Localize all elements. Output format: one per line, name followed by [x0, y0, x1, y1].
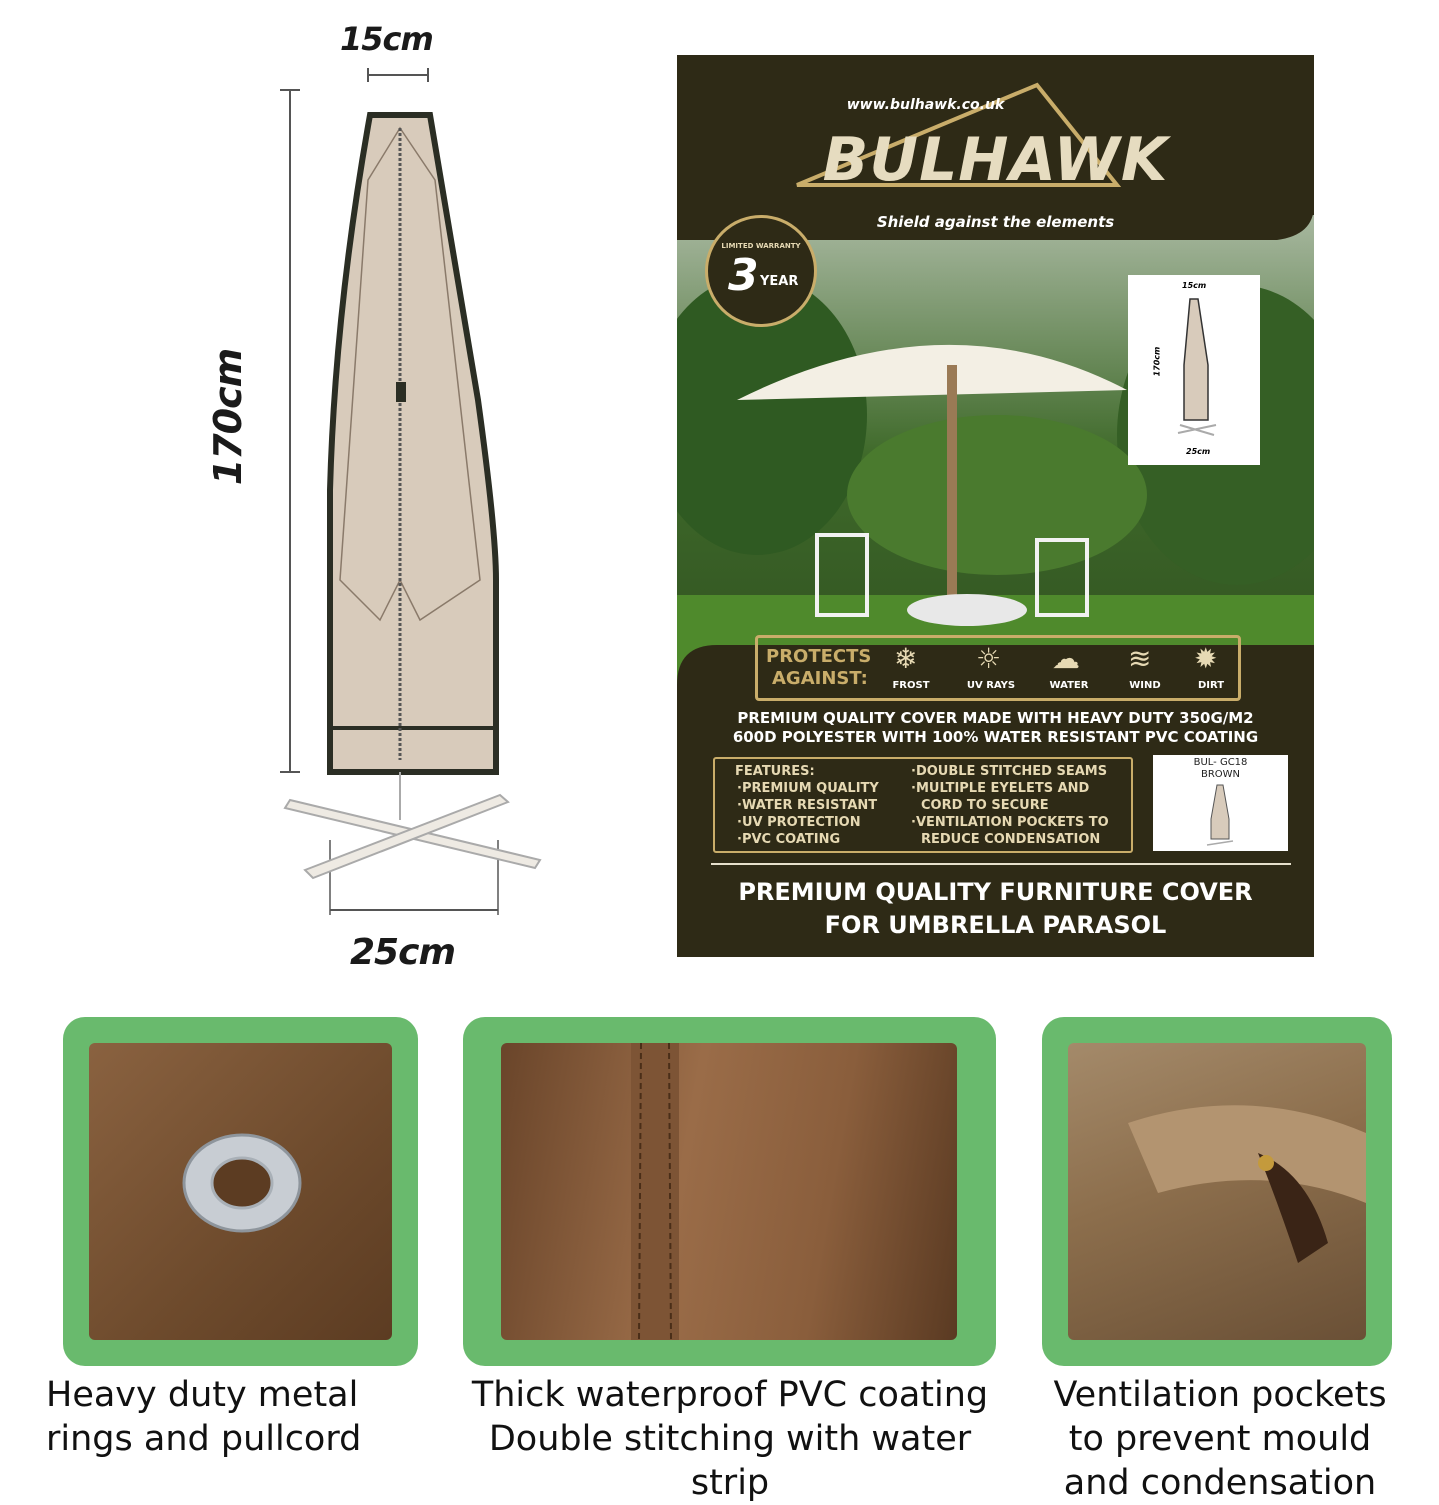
- warranty-number: 3: [728, 250, 759, 301]
- stitched-strip: [621, 1043, 691, 1340]
- water-icon: ☁: [1052, 642, 1080, 675]
- dirt-icon: ✹: [1194, 642, 1218, 675]
- product-package: [677, 55, 1314, 957]
- wind-label: WIND: [1129, 680, 1161, 691]
- warranty-label: LIMITED WARRANTY: [721, 242, 801, 250]
- inset-bottom-width: 25cm: [1186, 447, 1211, 456]
- features-heading: FEATURES:: [735, 764, 815, 779]
- warranty-unit: YEAR: [760, 274, 799, 289]
- protects-box: [755, 635, 1241, 701]
- spec-line-1: PREMIUM QUALITY COVER MADE WITH HEAVY DUTY 350G/M2: [737, 709, 1254, 727]
- product-color: BROWN: [1200, 769, 1241, 780]
- frost-icon: ❄: [894, 642, 918, 675]
- inset-height: 170cm: [1152, 346, 1162, 377]
- feature-right-2: ·MULTIPLE EYELETS AND: [911, 781, 1090, 796]
- height-label: 170cm: [206, 348, 251, 486]
- caption-pvc-line-3: strip: [690, 1463, 770, 1503]
- inset-diagram-card: [1128, 275, 1260, 465]
- uv-rays-label: UV RAYS: [966, 680, 1016, 691]
- inset-cover-shape: [1172, 295, 1222, 445]
- spec-line-2: 600D POLYESTER WITH 100% WATER RESISTANT PVC COATING: [732, 728, 1259, 746]
- footer-line-2: FOR UMBRELLA PARASOL: [824, 911, 1167, 939]
- caption-pvc: [450, 1373, 1010, 1505]
- wind-icon: ≋: [1128, 642, 1152, 675]
- protects-heading-1: PROTECTS: [766, 646, 872, 667]
- caption-ventilation: [1030, 1373, 1410, 1505]
- warranty-badge: [705, 215, 817, 327]
- pvc-photo: [501, 1043, 957, 1340]
- frost-label: FROST: [892, 680, 930, 691]
- uv-rays-icon: ☼: [976, 642, 1002, 675]
- feature-right-4: ·VENTILATION POCKETS TO: [911, 815, 1109, 830]
- photo-frame-ventilation: [1042, 1017, 1392, 1366]
- feature-right-5: REDUCE CONDENSATION: [921, 832, 1101, 847]
- ventilation-photo: [1068, 1043, 1366, 1340]
- photo-frame-pvc: [463, 1017, 996, 1366]
- product-code-card: [1153, 755, 1288, 851]
- rings-photo: [89, 1043, 392, 1340]
- product-thumbnail: [1205, 783, 1235, 849]
- website-url: www.bulhawk.co.uk: [846, 97, 1005, 113]
- top-width-label: 15cm: [340, 20, 433, 58]
- caption-ventilation-line-2: to prevent mould: [1068, 1419, 1372, 1459]
- photo-frame-rings: [63, 1017, 418, 1366]
- divider: [711, 863, 1291, 865]
- caption-ventilation-line-3: and condensation: [1063, 1463, 1377, 1503]
- feature-left-1: ·PREMIUM QUALITY: [737, 781, 879, 796]
- feature-right-1: ·DOUBLE STITCHED SEAMS: [911, 764, 1108, 779]
- protects-heading-2: AGAINST:: [772, 668, 868, 689]
- cover-drawing: [270, 60, 560, 920]
- footer-line-1: PREMIUM QUALITY FURNITURE COVER: [738, 878, 1253, 906]
- features-box: [713, 757, 1133, 853]
- tagline: Shield against the elements: [876, 213, 1115, 231]
- caption-pvc-line-2: Double stitching with water: [488, 1419, 972, 1459]
- vent-pocket: [1068, 1043, 1366, 1340]
- feature-left-3: ·UV PROTECTION: [737, 815, 861, 830]
- caption-ventilation-line-1: Ventilation pockets: [1053, 1375, 1387, 1415]
- feature-left-4: ·PVC COATING: [737, 832, 841, 847]
- metal-eyelet-icon: [179, 1127, 309, 1239]
- water-label: WATER: [1049, 680, 1089, 691]
- caption-rings-line-2: rings and pullcord: [46, 1419, 362, 1459]
- feature-right-3: CORD TO SECURE: [921, 798, 1049, 813]
- inset-top-width: 15cm: [1182, 281, 1207, 290]
- product-code: BUL- GC18: [1193, 757, 1248, 768]
- feature-left-2: ·WATER RESISTANT: [737, 798, 878, 813]
- caption-pvc-line-1: Thick waterproof PVC coating: [471, 1375, 989, 1415]
- caption-rings-line-1: Heavy duty metal: [46, 1375, 359, 1415]
- dirt-label: DIRT: [1197, 680, 1225, 691]
- brand-logo: BULHAWK: [822, 125, 1169, 195]
- caption-rings: [30, 1373, 426, 1461]
- bottom-width-label: 25cm: [350, 932, 455, 973]
